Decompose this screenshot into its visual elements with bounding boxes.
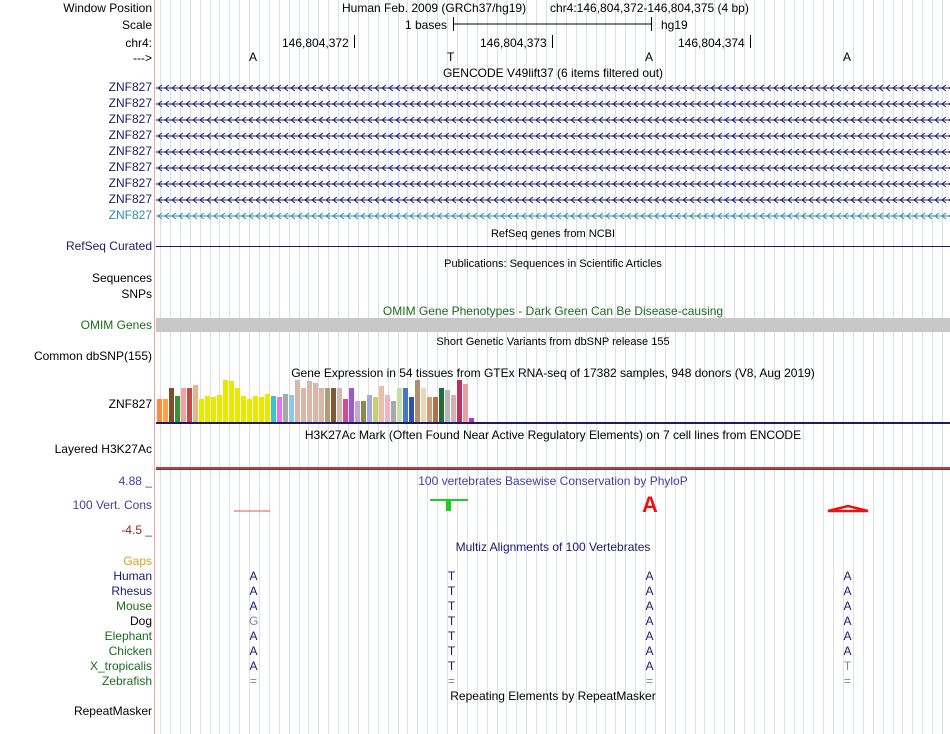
gencode-gene-line[interactable]: [156, 100, 950, 108]
gencode-gene-line[interactable]: [156, 196, 950, 204]
species-label[interactable]: X_tropicalis: [89, 659, 152, 673]
h3k27ac-baseline[interactable]: [156, 469, 950, 470]
label-divider[interactable]: [154, 0, 155, 734]
gtex-tissue-bar: [445, 390, 450, 422]
gtex-tissue-bar: [337, 388, 342, 422]
gtex-tissue-bar: [301, 388, 306, 422]
gtex-tissue-bar: [181, 388, 186, 422]
gtex-tissue-bar: [307, 381, 312, 422]
species-label[interactable]: Rhesus: [111, 584, 152, 598]
gtex-tissue-bar: [319, 388, 324, 422]
gencode-title[interactable]: GENCODE V49lift37 (6 items filtered out): [442, 66, 664, 80]
gtex-tissue-bar: [385, 395, 390, 422]
species-label[interactable]: Elephant: [104, 629, 152, 643]
position-text: chr4:146,804,372-146,804,375 (4 bp): [550, 1, 749, 15]
scale-bar: [453, 17, 653, 33]
gtex-tissue-bar: [343, 399, 348, 422]
phylop-plot[interactable]: [156, 494, 950, 518]
gtex-tissue-bar: [433, 397, 438, 422]
alignment-base: A: [843, 614, 852, 628]
gtex-tissue-bar: [463, 384, 468, 422]
chrom-label: chr4:: [125, 36, 152, 50]
refseq-gene-line[interactable]: [156, 246, 950, 247]
alignment-base: A: [249, 659, 258, 673]
alignment-base: T: [447, 614, 456, 628]
alignment-base: A: [645, 584, 654, 598]
gencode-gene-line[interactable]: [156, 132, 950, 140]
gtex-tissue-bar: [367, 395, 372, 422]
gtex-tissue-bar: [157, 399, 162, 422]
gencode-gene-label[interactable]: ZNF827: [108, 112, 152, 126]
gtex-tissue-bar: [205, 396, 210, 422]
gtex-label[interactable]: ZNF827: [108, 397, 152, 411]
coord-tick: [750, 35, 751, 48]
phylop-title[interactable]: 100 vertebrates Basewise Conservation by PhyloP: [418, 474, 688, 488]
gtex-tissue-bar: [169, 388, 174, 422]
coord-tick-label: 146,804,374: [678, 36, 745, 50]
gencode-gene-line[interactable]: [156, 164, 950, 172]
gtex-tissue-bar: [325, 388, 330, 422]
omim-label[interactable]: OMIM Genes: [80, 318, 152, 332]
assembly-text: Human Feb. 2009 (GRCh37/hg19): [342, 1, 527, 15]
gtex-tissue-bar: [391, 401, 396, 422]
alignment-base: A: [645, 599, 654, 613]
alignment-base: A: [843, 644, 852, 658]
alignment-base: =: [249, 674, 257, 688]
phylop-score-mark: [446, 501, 451, 511]
gtex-tissue-bar: [451, 395, 456, 422]
phylop-score-mark: [430, 499, 468, 501]
gtex-tissue-bar: [397, 388, 402, 422]
multiz-title[interactable]: Multiz Alignments of 100 Vertebrates: [455, 540, 651, 554]
phylop-label[interactable]: 100 Vert. Cons: [72, 498, 152, 512]
gencode-gene-line[interactable]: [156, 84, 950, 92]
base-letter: A: [645, 50, 654, 64]
strand-label: --->: [133, 51, 152, 65]
alignment-base: A: [645, 569, 654, 583]
species-label[interactable]: Dog: [129, 614, 152, 628]
base-letter: T: [447, 50, 455, 64]
coord-tick: [552, 35, 553, 48]
publications-title[interactable]: Publications: Sequences in Scientific Articles: [444, 258, 662, 270]
dbsnp-title[interactable]: Short Genetic Variants from dbSNP release 155: [436, 336, 670, 348]
gencode-gene-label[interactable]: ZNF827: [108, 160, 152, 174]
gtex-tissue-bar: [289, 395, 294, 422]
publications-label[interactable]: Sequences: [91, 271, 152, 285]
gtex-title[interactable]: Gene Expression in 54 tissues from GTEx RNA-seq of 17382 samples, 948 donors (V8, Aug 2019): [291, 366, 815, 380]
alignment-base: A: [843, 599, 852, 613]
omim-title[interactable]: OMIM Gene Phenotypes - Dark Green Can Be Disease-causing: [382, 304, 724, 318]
alignment-base: A: [249, 644, 258, 658]
alignment-base: A: [645, 614, 654, 628]
gencode-gene-label[interactable]: ZNF827: [108, 208, 152, 222]
gtex-tissue-bar: [427, 397, 432, 422]
h3k27ac-label[interactable]: Layered H3K27Ac: [54, 442, 152, 456]
alignment-base: T: [447, 599, 456, 613]
gtex-tissue-bar: [193, 385, 198, 422]
alignment-base: A: [645, 644, 654, 658]
alignment-base: A: [249, 569, 258, 583]
alignment-base: A: [645, 659, 654, 673]
phylop-score-mark: [828, 506, 868, 511]
gtex-tissue-bar: [283, 394, 288, 422]
gencode-gene-label[interactable]: ZNF827: [108, 80, 152, 94]
phylop-ymin: -4.5 _: [121, 523, 152, 537]
refseq-title[interactable]: RefSeq genes from NCBI: [490, 228, 616, 240]
alignment-base: A: [843, 584, 852, 598]
gtex-tissue-bar: [421, 388, 426, 422]
gtex-tissue-bar: [355, 401, 360, 422]
alignment-base: T: [447, 584, 456, 598]
alignment-base: T: [843, 659, 852, 673]
gtex-tissue-bar: [241, 396, 246, 422]
alignment-base: G: [249, 614, 259, 628]
gencode-gene-line[interactable]: [156, 148, 950, 156]
gencode-gene-label[interactable]: ZNF827: [108, 176, 152, 190]
coord-tick-label: 146,804,372: [282, 36, 349, 50]
alignment-base: T: [447, 659, 456, 673]
alignment-base: A: [249, 629, 258, 643]
gencode-gene-line[interactable]: [156, 180, 950, 188]
snps-label[interactable]: SNPs: [121, 287, 152, 301]
gtex-tissue-bar: [403, 388, 408, 422]
gencode-gene-label[interactable]: ZNF827: [108, 96, 152, 110]
alignment-base: =: [645, 674, 653, 688]
gencode-gene-label[interactable]: ZNF827: [108, 192, 152, 206]
gtex-tissue-bar: [187, 388, 192, 422]
alignment-base: T: [447, 629, 456, 643]
gtex-tissue-bar: [277, 397, 282, 422]
db-text: hg19: [661, 18, 688, 32]
gtex-tissue-bar: [271, 396, 276, 422]
gtex-tissue-bar: [457, 380, 462, 422]
gtex-tissue-bar: [439, 388, 444, 422]
gtex-tissue-bar: [361, 401, 366, 422]
gtex-tissue-bar: [373, 397, 378, 422]
gtex-tissue-bar: [415, 380, 420, 422]
gtex-tissue-bar: [199, 399, 204, 422]
gtex-tissue-bar: [175, 396, 180, 422]
gtex-tissue-bar: [229, 381, 234, 422]
coord-tick-label: 146,804,373: [480, 36, 547, 50]
gtex-tissue-bar: [217, 395, 222, 422]
gtex-tissue-bar: [163, 399, 168, 422]
window-position-label: Window Position: [63, 1, 152, 15]
alignment-base: =: [843, 674, 851, 688]
gtex-tissue-bar: [409, 397, 414, 422]
phylop-score-mark: A: [642, 492, 658, 517]
alignment-base: =: [447, 674, 455, 688]
alignment-base: A: [843, 629, 852, 643]
gtex-tissue-bar: [349, 388, 354, 422]
gencode-gene-label[interactable]: ZNF827: [108, 128, 152, 142]
gtex-tissue-bar: [265, 394, 270, 422]
gtex-tissue-bar: [379, 386, 384, 422]
gtex-tissue-bar: [235, 388, 240, 422]
gtex-tissue-bar: [247, 399, 252, 422]
alignment-base: T: [447, 644, 456, 658]
species-label[interactable]: Chicken: [108, 644, 152, 658]
gtex-tissue-bar: [259, 397, 264, 422]
gtex-bar-chart[interactable]: [156, 380, 556, 422]
gtex-tissue-bar: [313, 383, 318, 422]
gtex-tissue-bar: [295, 380, 300, 422]
gaps-label[interactable]: Gaps: [123, 554, 152, 568]
species-label[interactable]: Mouse: [115, 599, 152, 613]
phylop-ymax: 4.88 _: [118, 474, 152, 488]
gtex-tissue-bar: [211, 397, 216, 422]
gtex-tissue-bar: [253, 396, 258, 422]
gtex-tissue-bar: [223, 380, 228, 422]
scale-label: Scale: [121, 18, 152, 32]
alignment-base: A: [843, 569, 852, 583]
species-label[interactable]: Zebrafish: [101, 674, 152, 688]
species-label[interactable]: Human: [113, 569, 152, 583]
omim-bar[interactable]: [156, 318, 950, 332]
gtex-tissue-bar: [331, 388, 336, 422]
alignment-base: A: [249, 599, 258, 613]
dbsnp-label[interactable]: Common dbSNP(155): [33, 349, 152, 363]
scale-text: 1 bases: [405, 18, 448, 32]
base-letter: A: [843, 50, 852, 64]
base-letter: A: [249, 50, 258, 64]
alignment-base: A: [249, 584, 258, 598]
gencode-gene-line[interactable]: [156, 116, 950, 124]
coord-tick: [354, 35, 355, 48]
gencode-gene-label[interactable]: ZNF827: [108, 144, 152, 158]
repeatmasker-title[interactable]: Repeating Elements by RepeatMasker: [450, 689, 656, 703]
repeatmasker-label[interactable]: RepeatMasker: [73, 704, 152, 718]
refseq-label[interactable]: RefSeq Curated: [65, 239, 152, 253]
alignment-base: T: [447, 569, 456, 583]
gencode-gene-line[interactable]: [156, 212, 950, 220]
alignment-base: A: [645, 629, 654, 643]
gtex-gene-line[interactable]: [156, 422, 950, 424]
h3k27ac-title[interactable]: H3K27Ac Mark (Often Found Near Active Regulatory Elements) on 7 cell lines from ENCODE: [304, 428, 802, 442]
